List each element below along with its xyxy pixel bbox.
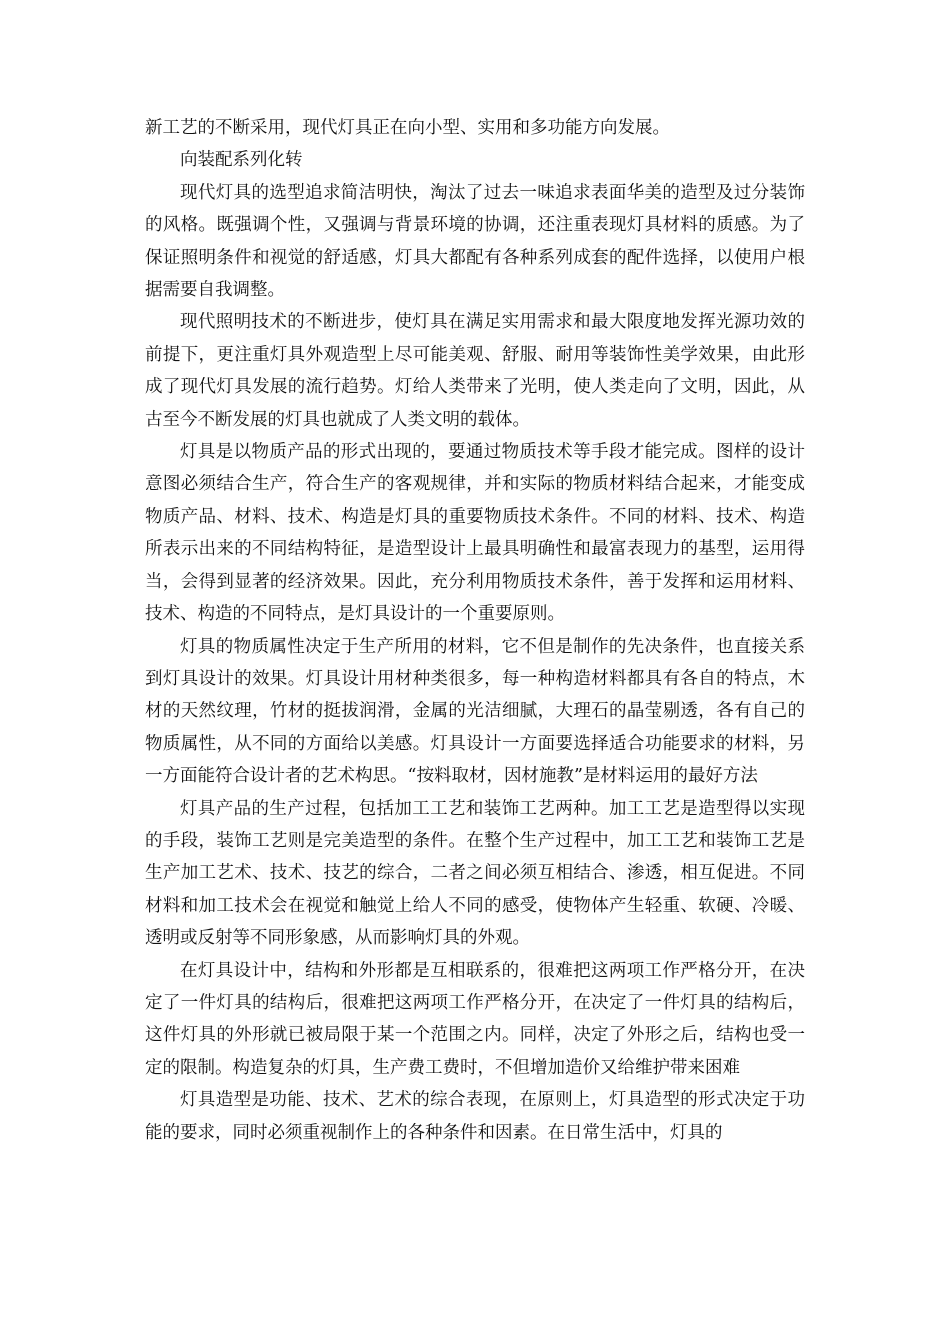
- paragraph-lighting-technology: 现代照明技术的不断进步，使灯具在满足实用需求和最大限度地发挥光源功效的前提下，更注重灯具外观造型上尽可能美观、舒服、耐用等装饰性美学效果，由此形成了现代灯具发展的流行趋势。灯给人类带来了光明，使人类走向了文明，因此，从古至今不断发展的灯具也就成了人类文明的载体。: [145, 312, 805, 430]
- paragraph-heading-assembly-series: 向装配系列化转: [180, 150, 303, 171]
- paragraph-production-process: 灯具产品的生产过程，包括加工工艺和装饰工艺两种。加工工艺是造型得以实现的手段，装饰工艺则是完美造型的条件。在整个生产过程中，加工工艺和装饰工艺是生产加工艺术、技术、技艺的综合，二者之间必须互相结合、渗透，相互促进。不同材料和加工技术会在视觉和触觉上给人不同的感受，使物体产生轻重、软硬、冷暖、透明或反射等不同形象感，从而影响灯具的外观。: [145, 798, 805, 949]
- document-body: [145, 112, 805, 1149]
- paragraph-material-properties: 灯具的物质属性决定于生产所用的材料，它不但是制作的先决条件，也直接关系到灯具设计的效果。灯具设计用材种类很多，每一种构造材料都具有各自的特点，木材的天然纹理，竹材的挺拔润滑，金属的光洁细腻，大理石的晶莹剔透，各有自己的物质属性，从不同的方面给以美感。灯具设计一方面要选择适合功能要求的材料，另一方面能符合设计者的艺术构思。“按料取材，因材施教”是材料运用的最好方法: [145, 636, 805, 787]
- paragraph-modern-lamp-styling: 现代灯具的选型追求简洁明快，淘汰了过去一味追求表面华美的造型及过分装饰的风格。既强调个性，又强调与背景环境的协调，还注重表现灯具材料的质感。为了保证照明条件和视觉的舒适感，灯具大都配有各种系列成套的配件选择，以使用户根据需要自我调整。: [145, 182, 805, 301]
- paragraph-lamp-modeling: 灯具造型是功能、技术、艺术的综合表现，在原则上，灯具造型的形式决定于功能的要求，同时必须重视制作上的各种条件和因素。在日常生活中，灯具的: [145, 1090, 805, 1143]
- paragraph-material-technology: 灯具是以物质产品的形式出现的，要通过物质技术等手段才能完成。图样的设计意图必须结合生产，符合生产的客观规律，并和实际的物质材料结合起来，才能变成物质产品、材料、技术、构造是灯具的重要物质技术条件。不同的材料、技术、构造所表示出来的不同结构特征，是造型设计上最具明确性和最富表现力的基型，运用得当，会得到显著的经济效果。因此，充分利用物质技术条件，善于发挥和运用材料、技术、构造的不同特点，是灯具设计的一个重要原则。: [145, 442, 805, 625]
- paragraph-structure-and-form: 在灯具设计中，结构和外形都是互相联系的，很难把这两项工作严格分开，在决定了一件灯具的结构后，很难把这两项工作严格分开，在决定了一件灯具的结构后，这件灯具的外形就已被局限于某一个范围之内。同样，决定了外形之后，结构也受一定的限制。构造复杂的灯具，生产费工费时，不但增加造价又给维护带来困难: [145, 960, 805, 1078]
- paragraph-continuation: 新工艺的不断采用，现代灯具正在向小型、实用和多功能方向发展。: [145, 118, 670, 138]
